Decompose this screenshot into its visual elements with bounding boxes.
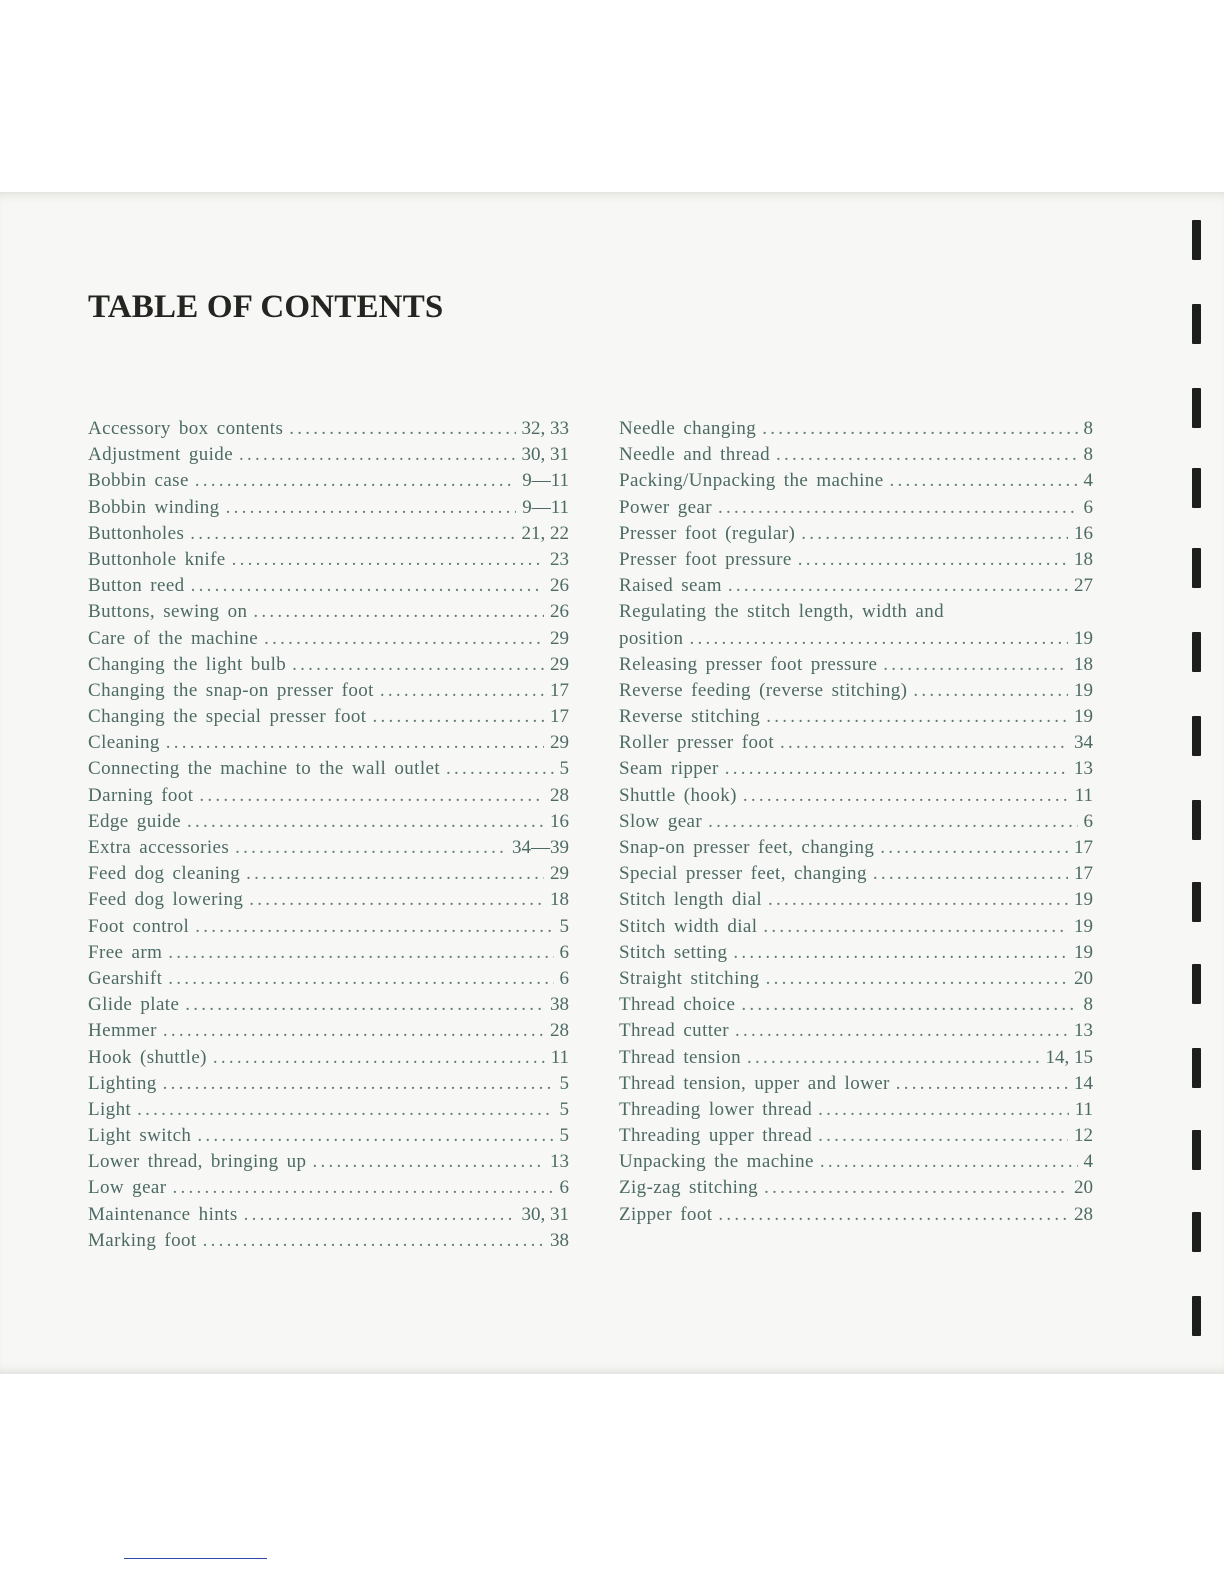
dot-leader — [728, 575, 1068, 597]
toc-entry-page: 6 — [559, 1177, 569, 1199]
toc-entry-label: Hook (shuttle) — [88, 1046, 207, 1068]
index-tab — [1192, 1048, 1201, 1088]
toc-entry-label: Changing the snap-on presser foot — [88, 679, 374, 701]
toc-entry-label: Stitch setting — [619, 941, 728, 963]
toc-entry-label: Gearshift — [88, 967, 163, 989]
toc-entry-label: Glide plate — [88, 994, 180, 1016]
toc-entry-page: 29 — [550, 863, 569, 885]
toc-entry-label: Presser foot (regular) — [619, 522, 796, 544]
toc-entry — [88, 863, 569, 889]
toc-entry-label: Feed dog lowering — [88, 889, 244, 911]
toc-entry-page: 38 — [550, 1229, 569, 1251]
dot-leader — [312, 1151, 544, 1173]
dot-leader — [172, 1177, 553, 1199]
toc-right-column — [619, 418, 1093, 1230]
dot-leader — [689, 628, 1068, 650]
index-tab — [1192, 548, 1201, 588]
dot-leader — [747, 1047, 1039, 1069]
toc-entry — [88, 470, 569, 496]
dot-leader — [191, 575, 544, 597]
toc-entry — [88, 732, 569, 758]
toc-entry-label: Roller presser foot — [619, 732, 775, 754]
toc-entry — [88, 1125, 569, 1151]
toc-entry — [619, 654, 1093, 680]
dot-leader — [380, 680, 544, 702]
dot-leader — [735, 1020, 1068, 1042]
index-tab — [1192, 1296, 1201, 1336]
toc-entry-page: 8 — [1083, 418, 1093, 439]
dot-leader — [185, 994, 544, 1016]
toc-entry-page: 19 — [1074, 941, 1093, 963]
toc-entry-page: 21, 22 — [521, 522, 569, 544]
toc-entry — [88, 837, 569, 863]
toc-entry — [619, 523, 1093, 549]
index-tab — [1192, 882, 1201, 922]
index-tab — [1192, 716, 1201, 756]
toc-entry — [619, 470, 1093, 496]
toc-entry — [619, 994, 1093, 1020]
toc-entry-page: 11 — [1074, 784, 1093, 806]
dot-leader — [768, 889, 1068, 911]
toc-entry-label: Straight stitching — [619, 967, 760, 989]
dot-leader — [766, 706, 1068, 728]
toc-entry-label: Zig-zag stitching — [619, 1177, 759, 1199]
toc-entry — [619, 1125, 1093, 1151]
toc-entry-label: Raised seam — [619, 575, 722, 597]
toc-entry-page: 8 — [1083, 444, 1093, 466]
toc-entry-label: Buttonholes — [88, 522, 185, 544]
dot-leader — [762, 418, 1077, 440]
toc-entry-page: 18 — [1074, 653, 1093, 675]
toc-entry-label: Low gear — [88, 1177, 167, 1199]
toc-entry — [619, 1177, 1093, 1203]
toc-entry — [88, 1099, 569, 1125]
dot-leader — [818, 1125, 1068, 1147]
toc-entry-label: Cleaning — [88, 732, 160, 754]
toc-entry — [88, 418, 569, 444]
index-tab — [1192, 632, 1201, 672]
dot-leader — [725, 758, 1068, 780]
toc-entry-page: 27 — [1074, 575, 1093, 597]
toc-entry-label: Reverse stitching — [619, 706, 761, 728]
toc-entry — [88, 497, 569, 523]
toc-entry — [88, 1047, 569, 1073]
toc-entry — [88, 942, 569, 968]
dot-leader — [873, 863, 1068, 885]
toc-entry — [88, 444, 569, 470]
toc-entry — [619, 706, 1093, 732]
toc-entry-page: 4 — [1083, 1151, 1093, 1173]
toc-entry — [619, 942, 1093, 968]
toc-entry — [619, 575, 1093, 601]
toc-entry-page: 13 — [1074, 1020, 1093, 1042]
toc-entry-page: 13 — [550, 1151, 569, 1173]
dot-leader — [289, 418, 515, 440]
dot-leader — [203, 1230, 544, 1252]
toc-entry-page: 29 — [550, 732, 569, 754]
dot-leader — [890, 470, 1078, 492]
toc-entry-label: Reverse feeding (reverse stitching) — [619, 679, 908, 701]
toc-entry-page: 5 — [559, 915, 569, 937]
toc-entry-label: Darning foot — [88, 784, 194, 806]
dot-leader — [776, 444, 1077, 466]
toc-entry-page: 34—39 — [512, 837, 569, 858]
toc-entry-page: 6 — [1083, 496, 1093, 518]
toc-entry — [619, 785, 1093, 811]
dot-leader — [718, 497, 1078, 519]
toc-entry-label: Slow gear — [619, 810, 703, 832]
toc-entry-page: 5 — [559, 1072, 569, 1094]
toc-entry-label: Free arm — [88, 941, 163, 963]
toc-entry-page: 5 — [559, 758, 569, 780]
toc-entry-page: 18 — [550, 889, 569, 911]
toc-entry — [619, 444, 1093, 470]
toc-entry-page: 11 — [1074, 1098, 1093, 1120]
toc-entry-label: Presser foot pressure — [619, 548, 792, 570]
dot-leader — [235, 837, 506, 859]
dot-leader — [818, 1099, 1069, 1121]
toc-entry-page: 17 — [1074, 863, 1093, 885]
toc-entry-page: 19 — [1074, 627, 1093, 649]
index-tab — [1192, 388, 1201, 428]
toc-entry-page: 28 — [1074, 1203, 1093, 1225]
toc-entry — [619, 811, 1093, 837]
toc-entry-page: 8 — [1083, 994, 1093, 1016]
toc-entry-page: 38 — [550, 994, 569, 1016]
toc-entry-page: 16 — [550, 810, 569, 832]
toc-entry — [88, 1204, 569, 1230]
dot-leader — [780, 732, 1068, 754]
toc-left-column — [88, 418, 569, 1256]
toc-entry-label: Thread choice — [619, 994, 736, 1016]
index-tab — [1192, 1212, 1201, 1252]
toc-entry — [619, 837, 1093, 863]
toc-entry — [88, 523, 569, 549]
dot-leader — [166, 732, 544, 754]
toc-entry-page: 13 — [1074, 758, 1093, 780]
toc-entry — [88, 785, 569, 811]
toc-entry-label: Thread tension — [619, 1046, 742, 1068]
toc-entry-label: Care of the machine — [88, 627, 259, 649]
toc-entry-page: 26 — [550, 601, 569, 623]
dot-leader — [197, 1125, 553, 1147]
index-tab — [1192, 304, 1201, 344]
dot-leader — [743, 785, 1069, 807]
toc-entry-page: 5 — [559, 1125, 569, 1147]
dot-leader — [187, 811, 544, 833]
dot-leader — [372, 706, 544, 728]
toc-entry — [88, 811, 569, 837]
toc-entry-label: Stitch length dial — [619, 889, 763, 911]
toc-entry — [619, 1099, 1093, 1125]
dot-leader — [168, 968, 553, 990]
toc-entry — [619, 418, 1093, 444]
toc-entry-label: Maintenance hints — [88, 1203, 238, 1225]
toc-entry-page: 11 — [550, 1046, 569, 1068]
toc-entry — [88, 758, 569, 784]
toc-entry-label: Connecting the machine to the wall outlet — [88, 758, 441, 780]
toc-entry-label: Shuttle (hook) — [619, 784, 737, 806]
toc-entry — [88, 1073, 569, 1099]
toc-entry-page: 28 — [550, 1020, 569, 1042]
toc-entry — [619, 1020, 1093, 1046]
dot-leader — [190, 523, 515, 545]
dot-leader — [199, 785, 544, 807]
toc-entry-label: Feed dog cleaning — [88, 863, 241, 885]
toc-entry-page: 6 — [559, 941, 569, 963]
dot-leader — [733, 942, 1068, 964]
toc-entry-page: 19 — [1074, 889, 1093, 911]
toc-entry-page: 30, 31 — [521, 1203, 569, 1225]
dot-leader — [292, 654, 544, 676]
toc-entry-label: Light — [88, 1098, 132, 1120]
dot-leader — [163, 1073, 554, 1095]
toc-entry — [619, 1204, 1093, 1230]
dot-leader — [718, 1204, 1068, 1226]
toc-entry-page: 9—11 — [522, 496, 569, 518]
toc-entry-label: Foot control — [88, 915, 190, 937]
dot-leader — [741, 994, 1077, 1016]
toc-entry-label: Needle and thread — [619, 444, 771, 466]
toc-entry — [88, 601, 569, 627]
toc-entry — [88, 1151, 569, 1177]
page-title: TABLE OF CONTENTS — [88, 289, 444, 325]
toc-entry-page: 16 — [1074, 522, 1093, 544]
toc-entry — [619, 968, 1093, 994]
toc-entry-label: Needle changing — [619, 418, 757, 439]
toc-entry — [88, 680, 569, 706]
toc-entry — [619, 1073, 1093, 1099]
dot-leader — [764, 1177, 1068, 1199]
dot-leader — [213, 1047, 545, 1069]
toc-entry — [619, 916, 1093, 942]
dot-leader — [913, 680, 1068, 702]
dot-leader — [820, 1151, 1078, 1173]
toc-entry-label: Unpacking the machine — [619, 1151, 814, 1173]
toc-entry-label: Bobbin case — [88, 470, 189, 492]
dot-leader — [168, 942, 553, 964]
toc-entry-page: 34 — [1074, 732, 1093, 754]
toc-entry-page: 32, 33 — [521, 418, 569, 439]
dot-leader — [195, 916, 553, 938]
toc-entry — [88, 968, 569, 994]
toc-entry-page: 9—11 — [522, 470, 569, 492]
dot-leader — [246, 863, 544, 885]
toc-entry-page: 29 — [550, 653, 569, 675]
toc-entry-label: Power gear — [619, 496, 712, 518]
dot-leader — [763, 916, 1068, 938]
toc-entry-label: Extra accessories — [88, 837, 230, 858]
toc-entry-label: Stitch width dial — [619, 915, 758, 937]
toc-entry — [619, 863, 1093, 889]
toc-entry-label: Releasing presser foot pressure — [619, 653, 878, 675]
toc-entry-page: 17 — [550, 706, 569, 728]
index-tab — [1192, 468, 1201, 508]
toc-entry-label: Special presser feet, changing — [619, 863, 867, 885]
index-tab — [1192, 964, 1201, 1004]
toc-entry-label: Zipper foot — [619, 1203, 713, 1225]
dot-leader — [253, 601, 544, 623]
toc-entry-page: 30, 31 — [521, 444, 569, 466]
toc-entry-page: 23 — [550, 548, 569, 570]
dot-leader — [226, 497, 517, 519]
toc-entry-page: 17 — [1074, 837, 1093, 858]
toc-entry — [619, 628, 1093, 654]
toc-entry-label: Light switch — [88, 1125, 192, 1147]
toc-entry-label: Changing the special presser foot — [88, 706, 367, 728]
toc-entry-label: Seam ripper — [619, 758, 719, 780]
toc-entry — [619, 680, 1093, 706]
toc-entry-page: 29 — [550, 627, 569, 649]
toc-entry — [88, 706, 569, 732]
toc-entry-label: Bobbin winding — [88, 496, 220, 518]
toc-entry-label: Regulating the stitch length, width and — [619, 601, 945, 623]
toc-entry-page: 19 — [1074, 679, 1093, 701]
toc-entry — [88, 1020, 569, 1046]
toc-entry — [619, 758, 1093, 784]
toc-entry — [88, 1230, 569, 1256]
toc-entry-label: Lower thread, bringing up — [88, 1151, 307, 1173]
document-page — [0, 192, 1224, 1374]
toc-entry — [619, 497, 1093, 523]
dot-leader — [249, 889, 544, 911]
index-tab — [1192, 1130, 1201, 1170]
toc-entry — [619, 1047, 1093, 1073]
toc-entry — [619, 549, 1093, 575]
dot-leader — [446, 758, 553, 780]
toc-entry-label: Snap-on presser feet, changing — [619, 837, 875, 858]
toc-entry-label: Threading upper thread — [619, 1125, 813, 1147]
toc-entry-label: Lighting — [88, 1072, 157, 1094]
toc-entry-page: 17 — [550, 679, 569, 701]
dot-leader — [244, 1204, 516, 1226]
toc-entry — [619, 732, 1093, 758]
toc-entry-page: 18 — [1074, 548, 1093, 570]
footer-rule — [124, 1558, 267, 1559]
toc-entry-page: 19 — [1074, 915, 1093, 937]
toc-entry — [88, 628, 569, 654]
dot-leader — [264, 628, 544, 650]
toc-entry-page: 26 — [550, 575, 569, 597]
toc-entry-label: Threading lower thread — [619, 1098, 813, 1120]
toc-entry-page: 6 — [559, 967, 569, 989]
toc-entry — [88, 654, 569, 680]
dot-leader — [195, 470, 516, 492]
index-tab-strip — [1192, 192, 1224, 1374]
dot-leader — [232, 549, 544, 571]
index-tab — [1192, 220, 1201, 260]
toc-entry — [88, 575, 569, 601]
toc-entry-page: 4 — [1083, 470, 1093, 492]
dot-leader — [708, 811, 1077, 833]
toc-entry-page: 14, 15 — [1045, 1046, 1093, 1068]
toc-entry-label: Edge guide — [88, 810, 182, 832]
toc-entry-page: 14 — [1074, 1072, 1093, 1094]
toc-entry-page: 20 — [1074, 967, 1093, 989]
index-tab — [1192, 800, 1201, 840]
toc-entry-page: 28 — [550, 784, 569, 806]
toc-entry — [88, 916, 569, 942]
dot-leader — [801, 523, 1068, 545]
toc-entry-page: 12 — [1074, 1125, 1093, 1147]
toc-entry-label: Packing/Unpacking the machine — [619, 470, 884, 492]
dot-leader — [137, 1099, 553, 1121]
toc-entry-label: Changing the light bulb — [88, 653, 287, 675]
toc-entry-label: Thread cutter — [619, 1020, 730, 1042]
toc-entry — [619, 601, 1093, 627]
dot-leader — [798, 549, 1068, 571]
dot-leader — [766, 968, 1068, 990]
toc-entry — [88, 549, 569, 575]
toc-entry-label: position — [619, 627, 684, 649]
dot-leader — [239, 444, 515, 466]
toc-entry-page: 19 — [1074, 706, 1093, 728]
dot-leader — [880, 837, 1068, 859]
toc-entry-label: Button reed — [88, 575, 185, 597]
toc-entry-label: Buttonhole knife — [88, 548, 226, 570]
toc-entry-label: Thread tension, upper and lower — [619, 1072, 890, 1094]
dot-leader — [896, 1073, 1068, 1095]
toc-entry-page: 20 — [1074, 1177, 1093, 1199]
toc-entry-page: 5 — [559, 1098, 569, 1120]
dot-leader — [163, 1020, 544, 1042]
toc-entry-page: 6 — [1083, 810, 1093, 832]
toc-entry — [88, 889, 569, 915]
dot-leader — [883, 654, 1068, 676]
toc-entry — [88, 994, 569, 1020]
toc-entry-label: Accessory box contents — [88, 418, 284, 439]
toc-entry — [619, 1151, 1093, 1177]
toc-entry — [619, 889, 1093, 915]
toc-entry-label: Marking foot — [88, 1229, 197, 1251]
toc-entry-label: Adjustment guide — [88, 444, 234, 466]
toc-entry-label: Buttons, sewing on — [88, 601, 248, 623]
toc-entry — [88, 1177, 569, 1203]
toc-entry-label: Hemmer — [88, 1020, 157, 1042]
